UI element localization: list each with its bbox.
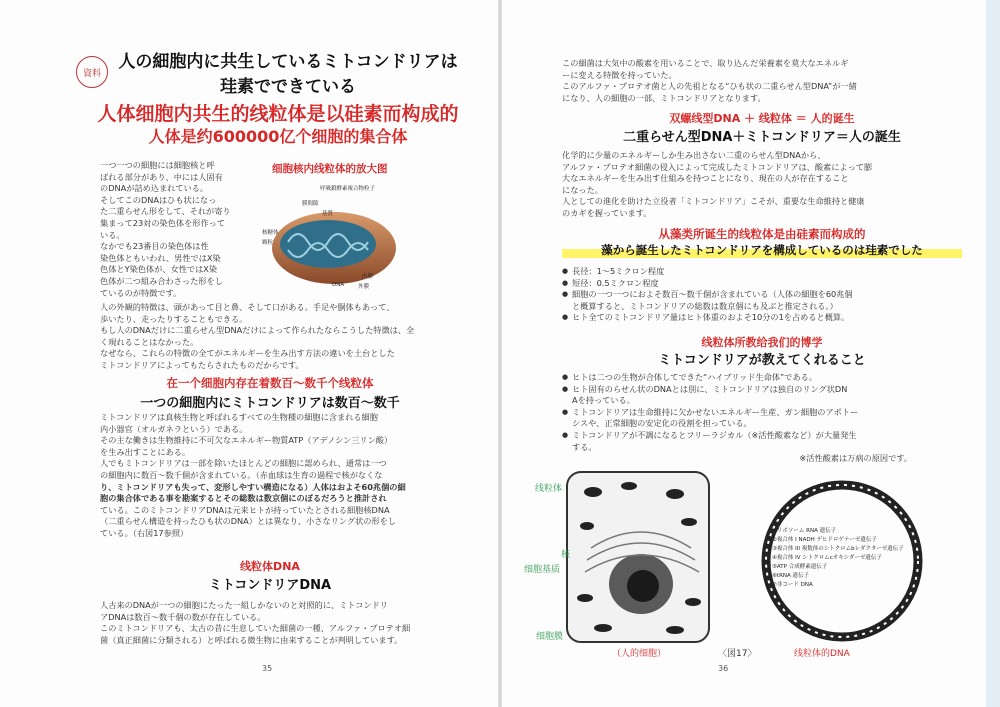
page-number-right: 36 (718, 664, 729, 673)
cell-nucleolus (627, 570, 659, 602)
page-title-japanese (118, 50, 458, 100)
page-subtitle-chinese: 人体是约600000亿个细胞的集合体 (148, 127, 408, 146)
mitochondrion-icon (666, 626, 684, 634)
mitochondrion-icon (577, 594, 593, 602)
ring-legend-item: ⑥tRNA 遺伝子 (772, 573, 810, 579)
title-line-2: 珪素でできている (220, 77, 356, 97)
list-item: ● 細胞の一つ一つにおよそ数百～数千個が含まれている（人体の細胞を60兆個 (562, 289, 972, 301)
ring-legend-item: ⑤ATP 合成酵素遺伝子 (772, 564, 828, 570)
list-item-continuation: と概算すると、ミトコンドリアの総数は数京個にも及ぶと推定される。） (572, 300, 838, 311)
label-mitochondria: 线粒体 (535, 484, 563, 494)
list-item: ● ミトコンドリアが不調になるとフリーラジカル（※活性酸素など）が大量発生 (562, 430, 972, 442)
list-item: ● ヒト固有のらせん状のDNAとは別に、ミトコンドリアは独自のリング状DN (562, 384, 972, 396)
section2-paragraph: 人古来のDNAが一つの細胞にたった一組しかないのと対照的に、ミトコンドリ アDNAは数百～数千個の数が存在している。 このミトコンドリアも、太古の昔に生息していた細菌の一種、アルファ・プロテオ細 菌（真正細菌に分類される）と呼ばれる微生物に由来することが判明しています。 (100, 600, 411, 645)
reference-badge: 資料 (76, 56, 108, 88)
section3-paragraph: 化学的に少量のエネルギーしか生み出さない二重のらせん型DNAから、 アルファ・プロテオ細菌の侵入によって完成したミトコンドリアは、酸素によって膨 大なエネルギーを生み出す仕組みを持つことになり、現在の人が存在すること になった。 人としての進化を助けた立役者「ミトコンドリア」こそが、重要な生命維持と健康 のカギを握っています。 (562, 150, 873, 218)
caption-human-cell: （人的细胞） (612, 649, 667, 659)
section-heading-japanese-3: 二重らせん型DNA＋ミトコンドリア＝人の誕生 (623, 130, 901, 145)
section-heading-chinese-4: 从藻类所诞生的线粒体是由硅素而构成的 (658, 227, 866, 241)
bacteria-paragraph: この細菌は大気中の酸素を用いることで、取り込んだ栄養素を莫大なエネルギ ーに変える特徴を持っていた。 このアルファ・プロテオ菌と人の先祖となる“ひも状の二重らせん型DNA”が一緒 になり、人の細胞の一部、ミトコンドリアとなります。 (562, 58, 857, 103)
page-edge (986, 0, 1000, 707)
mitochondrion-figure (258, 176, 400, 300)
figure-number: 〈図17〉 (718, 649, 757, 659)
label-inner: 内膜 (362, 274, 374, 280)
label-ribosome: 核糖体 (262, 230, 279, 236)
label-cytoplasm: 细胞基质 (524, 565, 561, 575)
list-item: ● ヒト全てのミトコンドリア量はヒト体重のおよそ10分の1を占めると概算。 (562, 312, 972, 324)
mitochondrion-icon (594, 624, 612, 632)
label-matrix: 基質 (322, 211, 334, 217)
label-granule: 顆粒 (262, 240, 274, 246)
list-item: ● 長径：1～5ミクロン程度 (562, 266, 972, 278)
left-page (0, 0, 498, 707)
section-heading-japanese-4: 藻から誕生したミトコンドリアを構成しているのは珪素でした (562, 242, 962, 258)
ring-legend-item: ①リボソーム RNA 遺伝子 (772, 528, 837, 534)
ring-legend-item: ④複合体 IV シトクロムcオキシダーゼ遺伝子 (772, 555, 882, 561)
list-item-continuation: シスや、正常細胞の安定化の役割を担っている。 (572, 418, 752, 429)
mitochondrion-icon (621, 482, 637, 490)
list-item-continuation: する。 (572, 441, 597, 452)
section-heading-chinese-2: 线粒体DNA (240, 560, 300, 573)
mitochondrion-icon (681, 518, 697, 526)
section1-paragraph: ミトコンドリアは真核生物と呼ばれるすべての生物種の細胞に含まれる細胞 内小器官（オルガネラという）である。 その主な働きは生物維持に不可欠なエネルギー物質ATP（アデノシン三リン酸） を生み出すことにある。 人でもミトコンドリアは一部を除いたほとんどの細胞に認められ、通常は一つ の細胞内に数百～数千個が含まれている。（赤血球は生育の過程で核がなくな り、ミトコンドリアも失って、変形しやすい構造になる）人体はおよそ60兆個の細 胞の集合体である事を勘案するとその総数は数京個にのぼるだろうと推計され ている。このミトコンドリアDNAは元来ヒトが持っていたとされる細胞核DNA （二重らせん構造を持ったひも状のDNA）とは異なり、小さなリング状の形をし ている。（右図17参照） (100, 412, 406, 538)
mitochondrion-icon (666, 489, 684, 499)
human-cell-figure (563, 468, 713, 646)
label-cell-membrane: 细胞膜 (536, 632, 564, 642)
label-outer: 外膜 (358, 284, 370, 290)
section-heading-japanese-1: 一つの細胞内にミトコンドリアは数百～数千 (140, 396, 400, 411)
list-item-continuation: Aを持っている。 (572, 395, 635, 406)
list-item: ● ヒトは二つの生物が合体してできた“ハイブリッド生命体”である。 (562, 372, 972, 384)
page-number-left: 35 (262, 664, 273, 673)
section-heading-japanese-5: ミトコンドリアが教えてくれること (658, 353, 866, 368)
section-heading-japanese-2: ミトコンドリアDNA (208, 578, 332, 593)
page-title-chinese: 人体细胞内共生的线粒体是以硅素而构成的 (97, 103, 459, 125)
ring-legend-item: ⑦非コード DNA (772, 582, 813, 588)
list-footnote: ※活性酸素は万病の原因です。 (799, 453, 912, 464)
list-item: ● 短径：0.5ミクロン程度 (562, 278, 972, 290)
label-dna: DNA (332, 282, 345, 288)
label-atp: 呼吸鎖酵素複合物粒子 (320, 186, 376, 192)
intro-paragraph: 一つ一つの細胞には細胞核と呼 ばれる部分があり、中には人固有 のDNAが詰め込まれている。 そしてこのDNAはひも状になっ た二重らせん形をして、それが寄り 集まって23対の染色体を形作って いる。 なかでも23番目の染色体は性 染色体ともいわれ、男性ではX染 色体とY染色体が、女性ではX染 色体が二つ組み合わさった形をし ているのが特徴です。 (100, 160, 231, 298)
mitochondrion-icon (685, 598, 701, 606)
mitochondrial-dna-ring (742, 466, 942, 656)
section-heading-chinese-1: 在一个细胞内存在着数百～数千个线粒体 (166, 376, 374, 390)
section-heading-chinese-5: 线粒体所教给我们的博学 (701, 336, 823, 349)
label-nucleus: 核 (561, 550, 571, 560)
mito-facts-list (562, 266, 972, 324)
list-item: ● ミトコンドリアは生命維持に欠かせないエネルギー生産、ガン細胞のアポトー (562, 407, 972, 419)
mitochondrion-icon (580, 522, 594, 530)
title-line-1: 人の細胞内に共生しているミトコンドリアは (118, 52, 458, 72)
appearance-paragraph: 人の外観的特徴は、頭があって目と鼻、そして口がある。手足や胴体もあって、 歩いたり、走ったりすることもできる。 もし人のDNAだけに二重らせん型DNAだけによって作られたならこうした特徴は、全 く現れることはなかった。 なぜなら、これらの特徴の全てがエネルギーを生み出す方法の違いを土台とした ミトコンドリアによってもたらされたものだからです。 (100, 302, 415, 370)
ring-legend-item: ②複合体 I NADH デヒドロゲナーゼ遺伝子 (772, 537, 877, 543)
mito-lessons-list (562, 372, 972, 465)
section-heading-chinese-3: 双螺线型DNA ＋ 线粒体 ＝ 人的诞生 (669, 112, 855, 125)
mitochondrion-icon (584, 487, 602, 497)
ring-legend-item: ③複合体 III 複数体のシトクロムbレダクターゼ遺伝子 (772, 546, 904, 552)
figure-caption: 细胞核内线粒体的放大图 (272, 163, 388, 175)
label-gap: 膜間隙 (302, 201, 319, 207)
caption-mito-dna: 线粒体的DNA (794, 649, 850, 659)
